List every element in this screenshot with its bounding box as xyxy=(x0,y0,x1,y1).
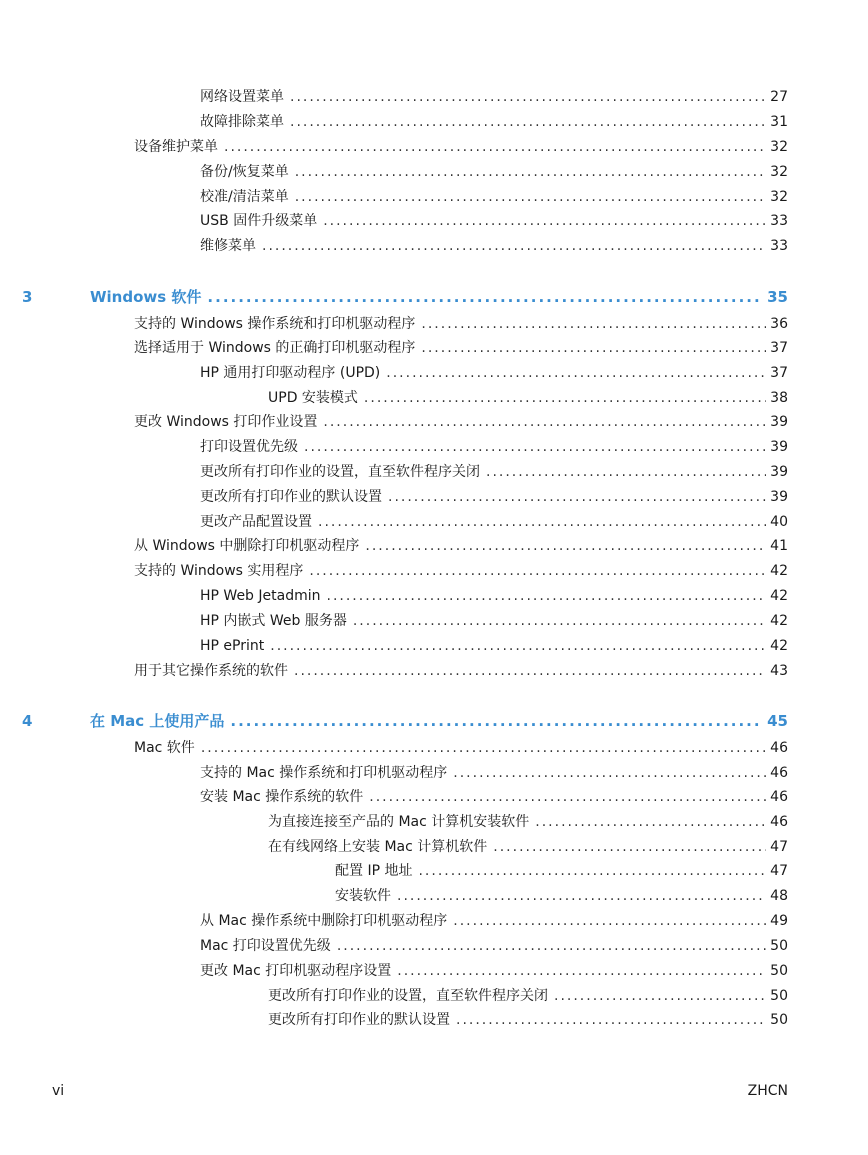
toc-leader-dots xyxy=(201,738,766,758)
toc-entry-label: 支持的 Windows 实用程序 xyxy=(134,563,304,579)
toc-leader-dots xyxy=(207,287,763,307)
toc-entry-page: 42 xyxy=(770,563,788,579)
toc-entry-label: Mac 打印设置优先级 xyxy=(200,938,331,954)
toc-entry-page: 38 xyxy=(770,390,788,406)
toc-entry xyxy=(200,236,788,256)
toc-entry xyxy=(134,137,788,157)
toc-entry-page: 46 xyxy=(770,814,788,830)
toc-chapter-number: 4 xyxy=(22,712,33,730)
toc-entry xyxy=(200,462,788,482)
toc-entry xyxy=(200,363,788,383)
toc-entry-page: 42 xyxy=(770,638,788,654)
toc-leader-dots xyxy=(224,137,766,157)
toc-entry-label: 从 Mac 操作系统中删除打印机驱动程序 xyxy=(200,913,448,929)
toc-entry-label: Windows 软件 xyxy=(90,288,202,306)
toc-entry-page: 40 xyxy=(770,514,788,530)
toc-entry-page: 50 xyxy=(770,1012,788,1028)
toc-entry-label: 支持的 Mac 操作系统和打印机驱动程序 xyxy=(200,765,448,781)
toc-leader-dots xyxy=(309,561,766,581)
toc-entry-page: 37 xyxy=(770,340,788,356)
toc-entry xyxy=(335,861,788,881)
toc-entry xyxy=(268,1010,788,1030)
toc-entry-page: 33 xyxy=(770,213,788,229)
toc-entry-label: 用于其它操作系统的软件 xyxy=(134,663,288,679)
toc-entry-label: 校准/清洁菜单 xyxy=(200,189,289,205)
toc-entry-label: HP Web Jetadmin xyxy=(200,588,321,604)
toc-leader-dots xyxy=(323,211,766,231)
toc-entry-label: 故障排除菜单 xyxy=(200,114,284,130)
toc-entry-page: 27 xyxy=(770,89,788,105)
toc-entry-page: 46 xyxy=(770,789,788,805)
toc-entry-page: 32 xyxy=(770,164,788,180)
toc-entry xyxy=(134,536,788,556)
toc-entry-page: 47 xyxy=(770,839,788,855)
toc-leader-dots xyxy=(290,87,766,107)
toc-entry-label: Mac 软件 xyxy=(134,740,195,756)
toc-entry-label: 设备维护菜单 xyxy=(134,139,218,155)
toc-entry-label: 打印设置优先级 xyxy=(200,439,298,455)
toc-entry xyxy=(134,661,788,681)
toc-chapter-entry xyxy=(22,711,788,731)
toc-entry-page: 32 xyxy=(770,139,788,155)
toc-leader-dots xyxy=(453,763,766,783)
toc-entry xyxy=(200,437,788,457)
toc-entry-label: 备份/恢复菜单 xyxy=(200,164,289,180)
toc-entry xyxy=(200,87,788,107)
toc-entry-label: 维修菜单 xyxy=(200,238,256,254)
toc-leader-dots xyxy=(397,961,766,981)
toc-entry xyxy=(268,388,788,408)
toc-entry-label: 更改所有打印作业的默认设置 xyxy=(268,1012,450,1028)
toc-entry-page: 48 xyxy=(770,888,788,904)
toc-entry-page: 47 xyxy=(770,863,788,879)
toc-entry-page: 49 xyxy=(770,913,788,929)
toc-entry xyxy=(200,911,788,931)
toc-leader-dots xyxy=(535,812,766,832)
toc-entry-label: 更改 Windows 打印作业设置 xyxy=(134,414,318,430)
toc-entry-page: 39 xyxy=(770,414,788,430)
toc-leader-dots xyxy=(418,861,766,881)
toc-entry-page: 46 xyxy=(770,740,788,756)
toc-leader-dots xyxy=(388,487,766,507)
toc-entry xyxy=(200,112,788,132)
toc-entry-label: USB 固件升级菜单 xyxy=(200,213,318,229)
toc-entry-label: 安装 Mac 操作系统的软件 xyxy=(200,789,364,805)
toc-entry-page: 42 xyxy=(770,613,788,629)
toc-entry xyxy=(268,837,788,857)
footer-locale-code: ZHCN xyxy=(747,1083,788,1099)
toc-entry-page: 46 xyxy=(770,765,788,781)
toc-leader-dots xyxy=(386,363,766,383)
footer-page-number: vi xyxy=(52,1083,65,1099)
toc-entry xyxy=(200,211,788,231)
toc-leader-dots xyxy=(453,911,766,931)
toc-entry-label: 选择适用于 Windows 的正确打印机驱动程序 xyxy=(134,340,416,356)
toc-entry-label: UPD 安装模式 xyxy=(268,390,358,406)
toc-leader-dots xyxy=(493,837,766,857)
toc-entry-page: 50 xyxy=(770,938,788,954)
toc-entry-label: 安装软件 xyxy=(335,888,391,904)
toc-entry-label: 更改 Mac 打印机驱动程序设置 xyxy=(200,963,392,979)
toc-chapter-number: 3 xyxy=(22,288,33,306)
toc-leader-dots xyxy=(364,388,766,408)
toc-leader-dots xyxy=(270,636,766,656)
toc-leader-dots xyxy=(262,236,766,256)
toc-leader-dots xyxy=(456,1010,766,1030)
toc-entry-page: 35 xyxy=(767,288,788,306)
toc-leader-dots xyxy=(295,187,766,207)
toc-entry xyxy=(200,487,788,507)
toc-leader-dots xyxy=(337,936,766,956)
toc-entry xyxy=(200,936,788,956)
toc-leader-dots xyxy=(318,512,766,532)
toc-entry-page: 50 xyxy=(770,963,788,979)
toc-entry-page: 45 xyxy=(767,712,788,730)
toc-leader-dots xyxy=(353,611,766,631)
toc-leader-dots xyxy=(397,886,766,906)
toc-entry-page: 41 xyxy=(770,538,788,554)
toc-entry xyxy=(200,187,788,207)
toc-leader-dots xyxy=(230,711,763,731)
toc-entry xyxy=(134,738,788,758)
toc-entry-label: HP 通用打印驱动程序 (UPD) xyxy=(200,365,381,381)
toc-entry xyxy=(200,961,788,981)
toc-entry-page: 32 xyxy=(770,189,788,205)
toc-chapter-entry xyxy=(22,287,788,307)
toc-entry xyxy=(134,561,788,581)
toc-entry-label: HP 内嵌式 Web 服务器 xyxy=(200,613,347,629)
toc-entry-page: 39 xyxy=(770,439,788,455)
toc-entry xyxy=(200,162,788,182)
toc-entry xyxy=(134,338,788,358)
toc-entry-label: 网络设置菜单 xyxy=(200,89,284,105)
toc-entry-label: 支持的 Windows 操作系统和打印机驱动程序 xyxy=(134,316,416,332)
toc-entry-page: 31 xyxy=(770,114,788,130)
toc-entry-label: 为直接连接至产品的 Mac 计算机安装软件 xyxy=(268,814,530,830)
toc-leader-dots xyxy=(421,338,766,358)
toc-leader-dots xyxy=(290,112,766,132)
toc-entry-label: 配置 IP 地址 xyxy=(335,863,413,879)
toc-entry-page: 43 xyxy=(770,663,788,679)
toc-entry xyxy=(200,512,788,532)
toc-entry-page: 36 xyxy=(770,316,788,332)
toc-leader-dots xyxy=(486,462,766,482)
toc-leader-dots xyxy=(554,986,766,1006)
toc-entry-page: 50 xyxy=(770,988,788,1004)
toc-entry-page: 37 xyxy=(770,365,788,381)
toc-entry-label: 更改所有打印作业的默认设置 xyxy=(200,489,382,505)
toc-entry xyxy=(268,812,788,832)
toc-entry-label: 在 Mac 上使用产品 xyxy=(90,712,225,730)
toc-entry xyxy=(268,986,788,1006)
toc-leader-dots xyxy=(295,162,766,182)
toc-entry xyxy=(200,787,788,807)
toc-entry-label: 更改产品配置设置 xyxy=(200,514,312,530)
toc-leader-dots xyxy=(327,586,767,606)
toc-leader-dots xyxy=(421,314,766,334)
toc-leader-dots xyxy=(369,787,766,807)
toc-leader-dots xyxy=(365,536,766,556)
toc-entry xyxy=(200,611,788,631)
toc-leader-dots xyxy=(294,661,766,681)
toc-entry xyxy=(134,314,788,334)
toc-entry-page: 39 xyxy=(770,464,788,480)
toc-leader-dots xyxy=(323,412,766,432)
toc-entry-page: 39 xyxy=(770,489,788,505)
toc-entry-page: 42 xyxy=(770,588,788,604)
toc-entry xyxy=(335,886,788,906)
toc-entry xyxy=(200,586,788,606)
toc-entry-label: 更改所有打印作业的设置，直至软件程序关闭 xyxy=(268,988,548,1004)
toc-entry-label: 更改所有打印作业的设置，直至软件程序关闭 xyxy=(200,464,480,480)
toc-entry-label: 从 Windows 中删除打印机驱动程序 xyxy=(134,538,360,554)
toc-leader-dots xyxy=(304,437,766,457)
toc-entry xyxy=(200,763,788,783)
toc-entry xyxy=(134,412,788,432)
toc-entry-label: 在有线网络上安装 Mac 计算机软件 xyxy=(268,839,488,855)
toc-entry-page: 33 xyxy=(770,238,788,254)
toc-entry-label: HP ePrint xyxy=(200,638,265,654)
toc-entry xyxy=(200,636,788,656)
